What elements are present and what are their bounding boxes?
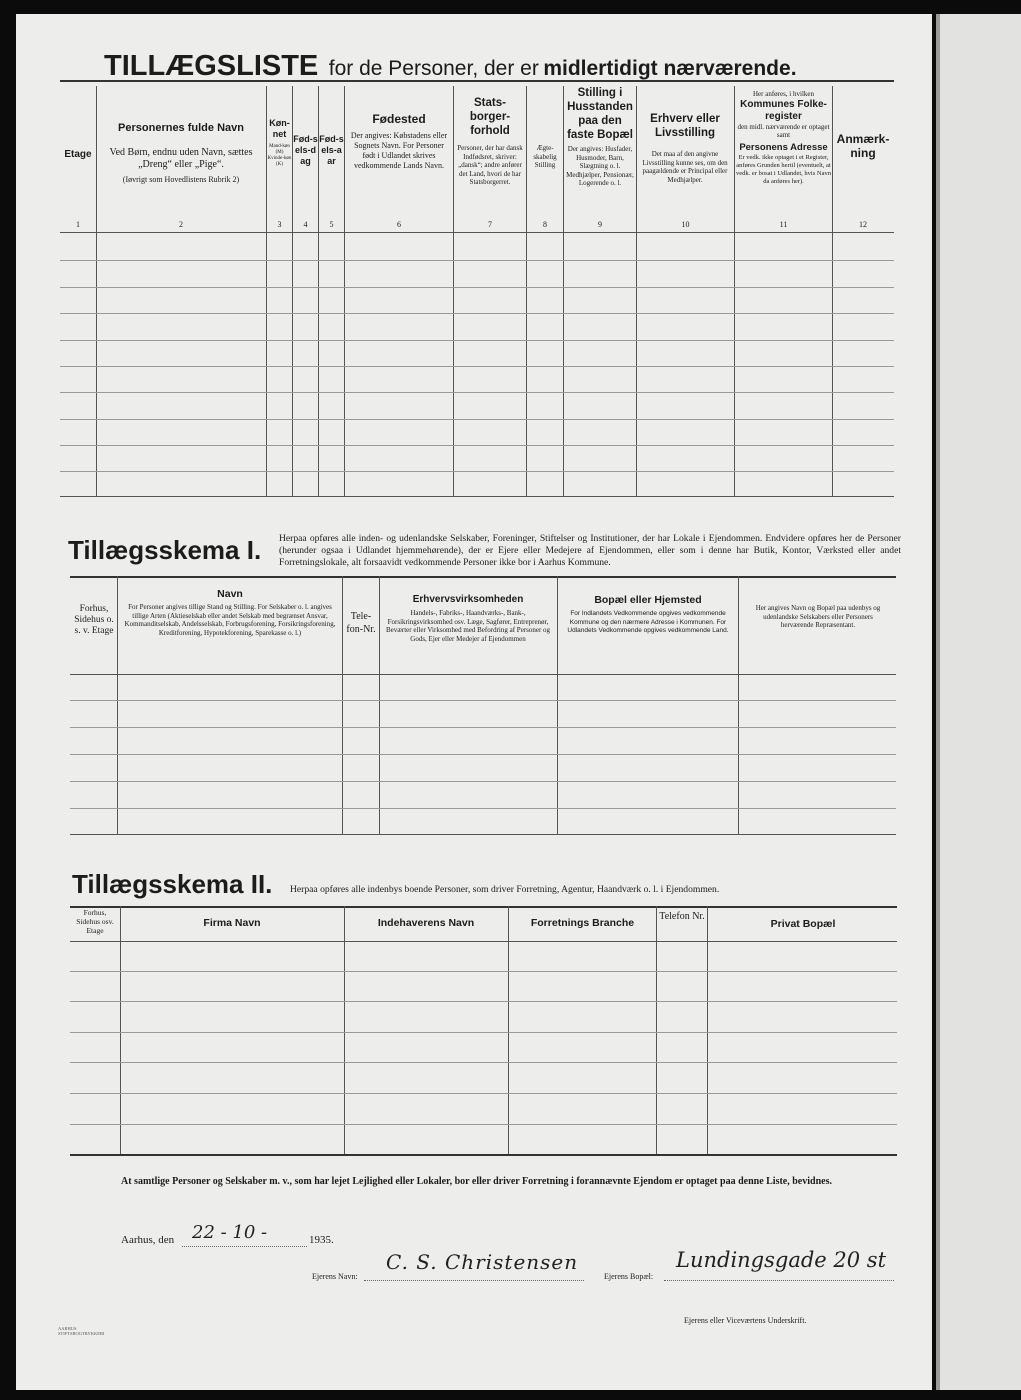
signature-caption: Ejerens eller Viceværtens Underskrift. <box>684 1316 807 1325</box>
skema1-intro: Herpaa opføres alle inden- og udenlandske Selskaber, Foreninger, Stiftelser og Institutioner, der har Lokale i Ejendommen. Endvidere opføres her de Personer (herunder ogsaa i Udlandet hjemmehørende), der er Ejere eller Medejere af Ejendommen, eller som i denne har Butik, Kontor, Værksted eller andet Forretningslokale, alt forsaavidt vedkommende Personer ikke bor i Aarhus Kommune. <box>279 533 901 568</box>
col-stats-header: Stats-borger-forhold Personer, der har dansk Indfødsret, skriver: „dansk“; andre anfører det Land, hvori de har Statsborgerret. <box>457 97 523 186</box>
col-num-3: 3 <box>277 220 282 229</box>
col-foedselsdag-header: Fød-sels-dag <box>293 134 318 166</box>
col-koen-header: Køn-net Mand-køn (M) Kvinde-køn (K) <box>267 118 292 167</box>
s2-col-bopael: Privat Bopæl <box>770 918 836 930</box>
col-navn-header: Personernes fulde Navn Ved Børn, endnu uden Navn, sættes „Dreng“ eller „Pige“. (Iøvrigt som Hovedlistens Rubrik 2) <box>109 122 253 184</box>
skema1-title: Tillægsskema I. <box>68 535 262 565</box>
s1-col-etage: Forhus, Sidehus o. s. v. Etage <box>74 604 114 636</box>
title-end: midlertidigt nærværende. <box>543 57 797 80</box>
s2-col-firma: Firma Navn <box>203 917 261 929</box>
s1-col-navn: Navn For Personer angives tillige Stand og Stilling. For Selskaber o. l. angives tillige Arten (Aktieselskab eller andet Selskab med begrænset Ansvar, Kommanditselskab, Andelsselskab, Forbrugsforening, Forsikringsforening, Kreditforening, Hypotekforening, Sparekasse o. l.) <box>124 588 336 637</box>
col-num-9: 9 <box>598 220 602 229</box>
s2-col-etage: Forhus, Sidehus osv. Etage <box>76 908 114 935</box>
col-foedselsaar-header: Fød-sels-aar <box>319 134 344 166</box>
adjacent-page <box>936 14 1021 1390</box>
s2-col-indehaver: Indehaverens Navn <box>377 917 475 929</box>
census-form-page <box>16 14 932 1390</box>
s1-col-erhverv: Erhvervsvirksomheden Handels-, Fabriks-, Haandværks-, Bank-, Forsikringsvirksomhed osv. Læge, Sagfører, Entreprenør, Beværter eller Virksomhed med Befordring af Personer og Gods, Ejer eller Medejer af Ejendommen <box>385 594 551 643</box>
skema2-intro: Herpaa opføres alle indenbys boende Personer, som driver Forretning, Agentur, Haandværk o. l. i Ejendommen. <box>290 884 720 895</box>
owner-addr-label: Ejerens Bopæl: <box>604 1272 654 1281</box>
col-num-12: 12 <box>859 220 867 229</box>
col-num-7: 7 <box>488 220 492 229</box>
col-erhverv-header: Erhverv eller Livsstilling Det maa af den angivne Livsstilling kunne ses, om den paagældende er Principal eller Medhjælper. <box>642 113 728 184</box>
printer-mark: AARHUS STIFTSBOGTRYKKERI <box>58 1326 105 1336</box>
col-etage-header: Etage <box>64 149 92 160</box>
col-num-5: 5 <box>329 220 334 229</box>
col-num-8: 8 <box>543 220 547 229</box>
s2-col-branche: Forretnings Branche <box>530 917 635 929</box>
col-num-4: 4 <box>303 220 308 229</box>
skema2-title: Tillægsskema II. <box>72 869 273 899</box>
s1-col-repr: Her angives Navn og Bopæl paa udenbys og udenlandske Selskabers eller Personers herværende Repræsentant. <box>755 604 881 629</box>
date-handwritten: 22 - 10 - <box>192 1222 268 1243</box>
s1-col-bopael: Bopæl eller Hjemsted For Indlandets Vedkommende opgives vedkommende Kommune og den nærmere Adresse i Kommunen. For Udlandets Vedkommende opgives vedkommende Land. <box>567 594 729 634</box>
col-adresse-header: Her anføres, i hvilken Kommunes Folke-register den midl. nærværende er optaget samt Personens Adresse Er vedk. ikke optaget i et Register, anføres Grunden hertil (eventuelt, at vedk. er bosat i Udlandet, hvis Navn da anføres her). <box>736 90 831 185</box>
owner-address-handwritten: Lundingsgade 20 st <box>676 1248 887 1272</box>
col-stilling-header: Stilling i Husstanden paa den faste Bopæl Der angives: Husfader, Husmoder, Barn, Slægtning o. l. Medhjælper, Pensionær, Logerende o. l. <box>566 87 634 187</box>
col-num-11: 11 <box>779 220 788 229</box>
s1-col-telefon: Tele-fon-Nr. <box>346 611 376 635</box>
col-num-6: 6 <box>397 220 401 229</box>
s2-col-telefon: Telefon Nr. <box>659 911 705 922</box>
owner-signature: C. S. Christensen <box>386 1250 579 1274</box>
col-num-2: 2 <box>179 220 183 229</box>
declaration-text: At samtlige Personer og Selskaber m. v., som har lejet Lejlighed eller Lokaler, bor eller driver Forretning i forannævnte Ejendom er optaget paa denne Liste, bevidnes. <box>121 1176 832 1187</box>
title-mid: for de Personer, der er <box>328 57 539 80</box>
col-num-10: 10 <box>681 220 690 229</box>
col-anm-header: Anmærk-ning <box>836 132 890 160</box>
place-label: Aarhus, den <box>121 1234 175 1246</box>
year-label: 1935. <box>309 1234 334 1246</box>
col-aegte-header: Ægte-skabelig Stilling <box>533 144 557 169</box>
title-bold: TILLÆGSLISTE <box>104 50 319 82</box>
col-foedested-header: Fødested Der angives: Købstadens eller Sognets Navn. For Personer født i Udlandet skrives vedkommende Lands Navn. <box>350 112 448 170</box>
col-num-1: 1 <box>76 220 80 229</box>
owner-name-label: Ejerens Navn: <box>312 1272 358 1281</box>
